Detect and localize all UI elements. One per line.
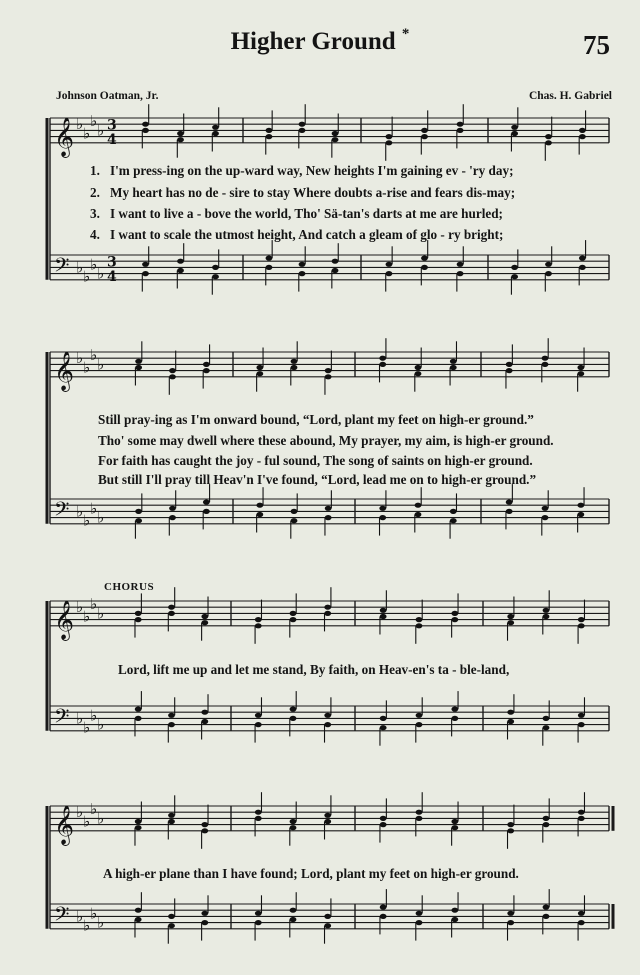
note-head: [578, 623, 585, 628]
note-head: [168, 914, 175, 919]
note-head: [135, 716, 142, 721]
note-head: [256, 512, 263, 517]
note-head: [291, 518, 298, 523]
note-head: [324, 611, 331, 616]
flat-icon: ♭: [97, 264, 105, 283]
note-head: [416, 816, 423, 821]
note-head: [380, 614, 387, 619]
verse-ending-line: Still pray-ing as I'm onward bound, “Lord, plant my feet on high-er ground.”: [98, 412, 534, 427]
flat-icon: ♭: [97, 121, 105, 140]
note-head: [545, 271, 552, 276]
note-head: [324, 923, 331, 928]
note-head: [416, 617, 423, 622]
bass-clef-icon: 𝄢: [54, 704, 70, 733]
note-head: [168, 722, 175, 727]
note-head: [542, 506, 549, 511]
time-signature-top: 3: [107, 117, 117, 134]
note-head: [578, 722, 585, 727]
note-head: [542, 362, 549, 367]
note-head: [416, 911, 423, 916]
note-head: [256, 365, 263, 370]
chorus-label: CHORUS: [104, 581, 155, 593]
flat-icon: ♭: [83, 607, 91, 626]
flat-icon: ♭: [76, 803, 84, 822]
note-head: [299, 128, 306, 133]
note-head: [577, 512, 584, 517]
flat-icon: ♭: [90, 346, 98, 365]
chorus-line: A high-er plane than I have found; Lord, plant my feet on high-er ground.: [103, 866, 519, 881]
note-head: [324, 605, 331, 610]
note-head: [415, 365, 422, 370]
note-head: [324, 914, 331, 919]
note-head: [332, 259, 339, 264]
note-head: [325, 506, 332, 511]
note-head: [255, 713, 262, 718]
note-head: [291, 365, 298, 370]
note-head: [380, 822, 387, 827]
note-head: [380, 608, 387, 613]
note-head: [511, 131, 518, 136]
flat-icon: ♭: [83, 124, 91, 143]
note-head: [578, 617, 585, 622]
note-head: [325, 368, 332, 373]
note-head: [256, 503, 263, 508]
note-head: [415, 512, 422, 517]
note-head: [379, 515, 386, 520]
note-head: [177, 137, 184, 142]
note-head: [511, 125, 518, 130]
note-head: [135, 825, 142, 830]
note-head: [506, 509, 513, 514]
note-head: [168, 819, 175, 824]
note-head: [421, 256, 428, 261]
note-head: [379, 362, 386, 367]
note-head: [379, 506, 386, 511]
note-head: [201, 822, 208, 827]
note-head: [507, 620, 514, 625]
verse-ending-line: But still I'll pray till Heav'n I've found, “Lord, lead me on to high-er ground.”: [98, 472, 537, 487]
note-head: [380, 914, 387, 919]
note-head: [177, 268, 184, 273]
note-head: [201, 920, 208, 925]
note-head: [507, 911, 514, 916]
note-head: [543, 914, 550, 919]
note-head: [542, 515, 549, 520]
note-head: [212, 274, 219, 279]
note-head: [291, 509, 298, 514]
flat-icon: ♭: [83, 511, 91, 530]
bass-clef-icon: 𝄢: [54, 902, 70, 931]
note-head: [135, 509, 142, 514]
note-head: [386, 271, 393, 276]
note-head: [579, 128, 586, 133]
note-head: [142, 128, 149, 133]
note-head: [266, 265, 273, 270]
note-head: [324, 819, 331, 824]
note-head: [416, 623, 423, 628]
flat-icon: ♭: [83, 718, 91, 737]
note-head: [203, 362, 210, 367]
note-head: [386, 134, 393, 139]
note-head: [256, 371, 263, 376]
flat-icon: ♭: [83, 916, 91, 935]
note-head: [579, 256, 586, 261]
note-head: [579, 265, 586, 270]
flat-icon: ♭: [90, 800, 98, 819]
note-head: [457, 122, 464, 127]
chorus-line: Lord, lift me up and let me stand, By faith, on Heav-en's ta - ble-land,: [118, 662, 510, 677]
note-head: [416, 713, 423, 718]
flat-icon: ♭: [76, 502, 84, 521]
note-head: [299, 271, 306, 276]
flat-icon: ♭: [90, 706, 98, 725]
flat-icon: ♭: [83, 267, 91, 286]
note-head: [177, 131, 184, 136]
note-head: [201, 911, 208, 916]
note-head: [168, 611, 175, 616]
note-head: [386, 262, 393, 267]
note-head: [255, 623, 262, 628]
note-head: [577, 371, 584, 376]
note-head: [379, 356, 386, 361]
note-head: [255, 810, 262, 815]
note-head: [386, 140, 393, 145]
flat-icon: ♭: [83, 812, 91, 831]
time-signature-bottom: 4: [107, 268, 117, 285]
flat-icon: ♭: [76, 598, 84, 617]
note-head: [203, 368, 210, 373]
flat-icon: ♭: [97, 913, 105, 932]
note-head: [450, 509, 457, 514]
author-credit: Johnson Oatman, Jr.: [56, 90, 159, 102]
bass-clef-icon: 𝄢: [54, 497, 70, 526]
note-head: [332, 131, 339, 136]
note-head: [135, 359, 142, 364]
note-head: [332, 268, 339, 273]
note-head: [543, 816, 550, 821]
note-head: [380, 716, 387, 721]
treble-clef-icon: 𝄞: [54, 350, 75, 391]
note-head: [578, 911, 585, 916]
note-head: [142, 271, 149, 276]
verse-ending-line: Tho' some may dwell where these abound, My prayer, my aim, is high-er ground.: [98, 433, 554, 448]
note-head: [290, 908, 297, 913]
flat-icon: ♭: [76, 907, 84, 926]
note-head: [543, 725, 550, 730]
note-head: [168, 813, 175, 818]
note-head: [543, 905, 550, 910]
note-head: [577, 365, 584, 370]
note-head: [177, 259, 184, 264]
note-head: [451, 825, 458, 830]
treble-clef-icon: 𝄞: [54, 116, 75, 157]
note-head: [542, 356, 549, 361]
note-head: [457, 271, 464, 276]
flat-icon: ♭: [90, 595, 98, 614]
note-head: [578, 810, 585, 815]
treble-clef-icon: 𝄞: [54, 599, 75, 640]
time-signature-bottom: 4: [107, 131, 117, 148]
note-head: [324, 813, 331, 818]
flat-icon: ♭: [76, 349, 84, 368]
note-head: [203, 500, 210, 505]
note-head: [142, 262, 149, 267]
note-head: [507, 920, 514, 925]
note-head: [135, 617, 142, 622]
note-head: [507, 710, 514, 715]
note-head: [543, 608, 550, 613]
note-head: [380, 905, 387, 910]
note-head: [415, 503, 422, 508]
note-head: [507, 822, 514, 827]
treble-clef-icon: 𝄞: [54, 804, 75, 845]
note-head: [135, 819, 142, 824]
note-head: [325, 374, 332, 379]
note-head: [578, 816, 585, 821]
note-head: [545, 134, 552, 139]
flat-icon: ♭: [90, 904, 98, 923]
flat-icon: ♭: [97, 355, 105, 374]
note-head: [290, 819, 297, 824]
note-head: [451, 716, 458, 721]
note-head: [168, 605, 175, 610]
note-head: [450, 365, 457, 370]
note-head: [450, 518, 457, 523]
note-head: [201, 620, 208, 625]
note-head: [255, 617, 262, 622]
verse-line: 4. I want to scale the utmost height, And catch a gleam of glo - ry bright;: [90, 227, 504, 242]
note-head: [545, 140, 552, 145]
note-head: [290, 825, 297, 830]
note-head: [416, 722, 423, 727]
note-head: [421, 265, 428, 270]
note-head: [203, 509, 210, 514]
note-head: [511, 265, 518, 270]
note-head: [201, 614, 208, 619]
note-head: [169, 506, 176, 511]
note-head: [290, 611, 297, 616]
note-head: [421, 134, 428, 139]
note-head: [543, 614, 550, 619]
note-head: [201, 710, 208, 715]
note-head: [324, 722, 331, 727]
note-head: [266, 134, 273, 139]
note-head: [506, 368, 513, 373]
note-head: [135, 518, 142, 523]
note-head: [421, 128, 428, 133]
note-head: [325, 515, 332, 520]
title-footnote-mark: *: [401, 26, 410, 42]
note-head: [169, 368, 176, 373]
verse-line: 3. I want to live a - bove the world, Tho' Sä-tan's darts at me are hurled;: [90, 206, 503, 221]
note-head: [135, 908, 142, 913]
flat-icon: ♭: [97, 809, 105, 828]
flat-icon: ♭: [76, 115, 84, 134]
note-head: [212, 131, 219, 136]
note-head: [451, 611, 458, 616]
hymn-title: Higher Ground *: [230, 26, 410, 55]
note-head: [168, 713, 175, 718]
note-head: [169, 374, 176, 379]
note-head: [416, 810, 423, 815]
flat-icon: ♭: [76, 709, 84, 728]
hymn-number: 75: [583, 30, 610, 60]
note-head: [169, 515, 176, 520]
note-head: [255, 722, 262, 727]
note-head: [579, 134, 586, 139]
note-head: [578, 713, 585, 718]
note-head: [290, 707, 297, 712]
note-head: [451, 617, 458, 622]
verse-line: 1. I'm press-ing on the up-ward way, New heights I'm gaining ev - 'ry day;: [90, 163, 514, 178]
verse-ending-line: For faith has caught the joy - ful sound, The song of saints on high-er ground.: [98, 453, 533, 468]
note-head: [451, 819, 458, 824]
note-head: [290, 716, 297, 721]
note-head: [212, 125, 219, 130]
note-head: [332, 137, 339, 142]
note-head: [545, 262, 552, 267]
verse-line: 2. My heart has no de - sire to stay Where doubts a-rise and fears dis-may;: [90, 185, 516, 200]
note-head: [577, 503, 584, 508]
note-head: [324, 713, 331, 718]
note-head: [507, 828, 514, 833]
flat-icon: ♭: [90, 499, 98, 518]
note-head: [380, 725, 387, 730]
note-head: [380, 816, 387, 821]
note-head: [201, 719, 208, 724]
note-head: [578, 920, 585, 925]
note-head: [255, 920, 262, 925]
note-head: [168, 923, 175, 928]
note-head: [507, 614, 514, 619]
note-head: [299, 262, 306, 267]
note-head: [135, 611, 142, 616]
note-head: [255, 911, 262, 916]
note-head: [506, 500, 513, 505]
note-head: [415, 371, 422, 376]
note-head: [290, 917, 297, 922]
flat-icon: ♭: [76, 258, 84, 277]
flat-icon: ♭: [97, 604, 105, 623]
note-head: [266, 128, 273, 133]
note-head: [450, 359, 457, 364]
note-head: [290, 617, 297, 622]
note-head: [451, 917, 458, 922]
note-head: [451, 908, 458, 913]
flat-icon: ♭: [90, 255, 98, 274]
bass-clef-icon: 𝄢: [54, 253, 70, 282]
note-head: [457, 128, 464, 133]
flat-icon: ♭: [97, 715, 105, 734]
note-head: [507, 719, 514, 724]
note-head: [416, 920, 423, 925]
note-head: [135, 917, 142, 922]
note-head: [212, 265, 219, 270]
note-head: [142, 122, 149, 127]
time-signature-top: 3: [107, 254, 117, 271]
composer-credit: Chas. H. Gabriel: [528, 90, 612, 102]
note-head: [506, 362, 513, 367]
note-head: [201, 828, 208, 833]
flat-icon: ♭: [97, 508, 105, 527]
note-head: [291, 359, 298, 364]
note-head: [299, 122, 306, 127]
note-head: [543, 822, 550, 827]
note-head: [266, 256, 273, 261]
note-head: [135, 365, 142, 370]
flat-icon: ♭: [83, 358, 91, 377]
note-head: [255, 816, 262, 821]
note-head: [457, 262, 464, 267]
note-head: [511, 274, 518, 279]
note-head: [135, 707, 142, 712]
flat-icon: ♭: [90, 112, 98, 131]
note-head: [543, 716, 550, 721]
note-head: [451, 707, 458, 712]
